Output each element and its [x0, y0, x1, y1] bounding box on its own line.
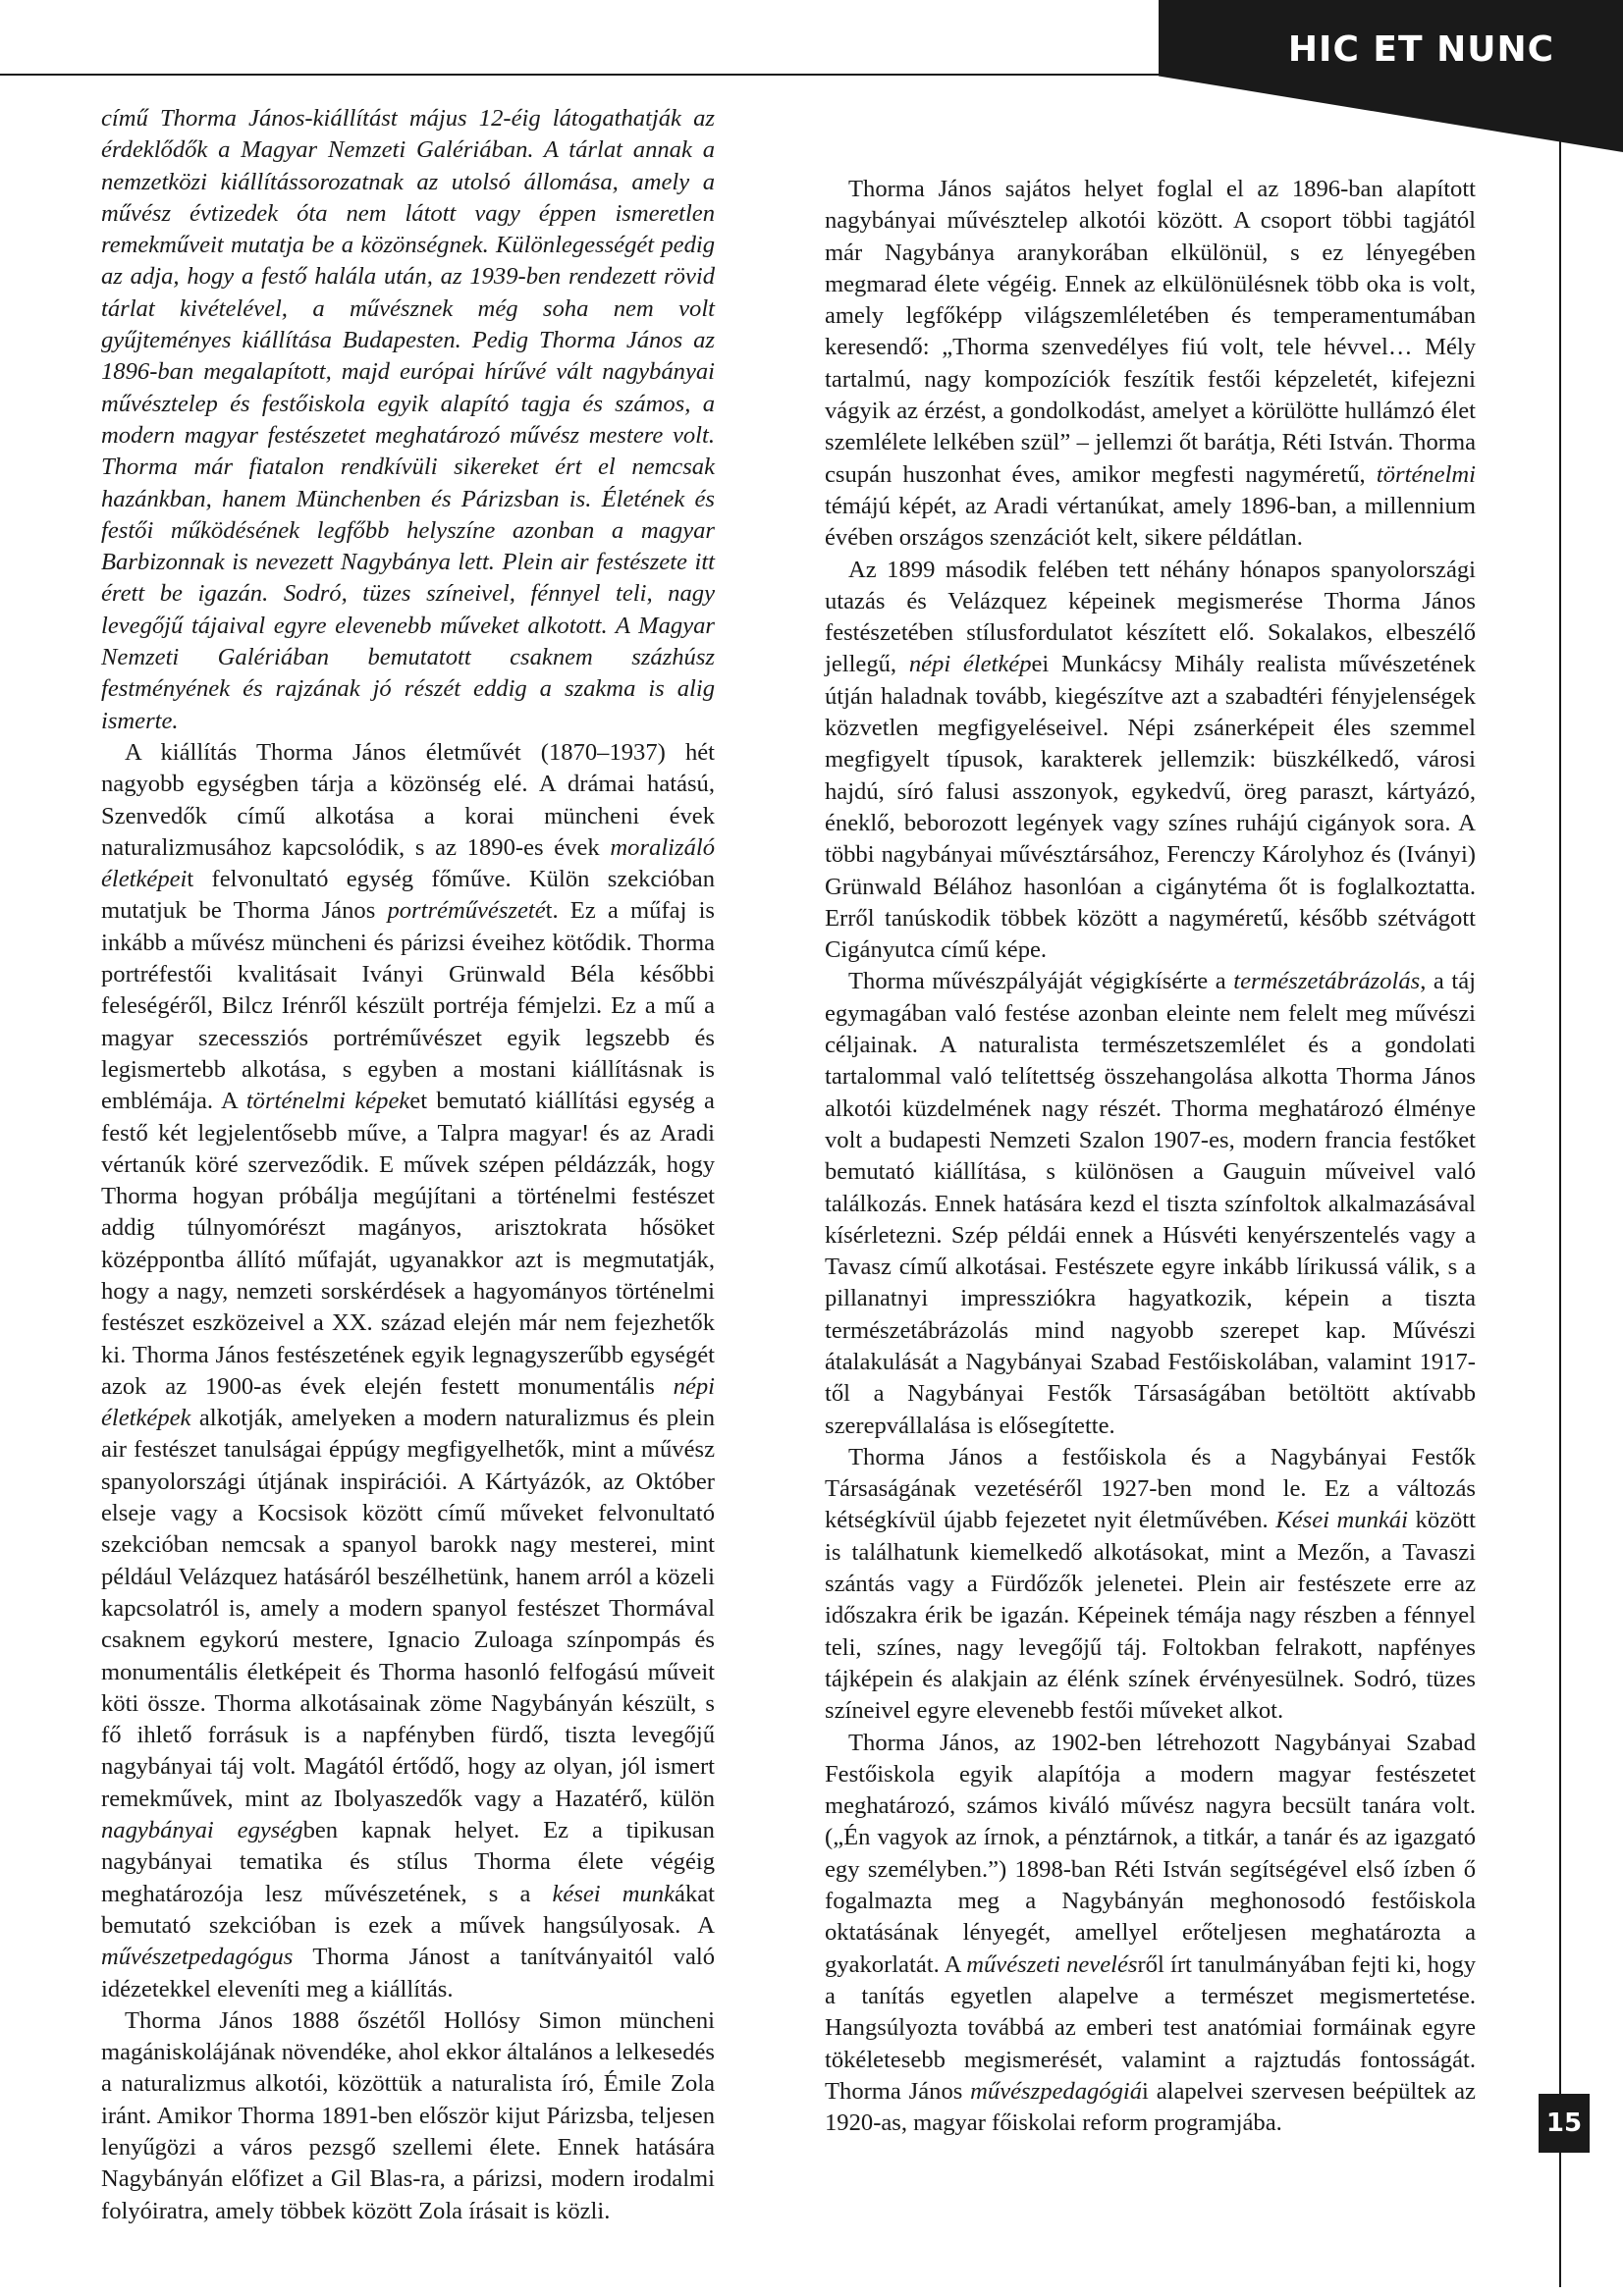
article-paragraph: Thorma művészpályáját végigkísérte a természetábrázolás, a táj egymagában való festése azonban eleinte nem felelt meg művészi céljainak. A naturalista természetszemlélet és a gondolati tartalommal való telítettség összehangolása alkotta Thorma János alkotói küzdelmének nagy részét. Thorma meghatározó élménye volt a budapesti Nemzeti Szalon 1907-es, modern francia festőket bemutató kiállítása, s különösen a Gauguin műveivel való találkozás. Ennek hatására kezd el tiszta színfoltok alkalmazásával kísérletezni. Szép példái ennek a Húsvéti kenyérszentelés vagy a Tavasz című alkotásai. Festészete egyre inkább lírikussá válik, s a pillanatnyi impressziókra hagyatkozik, képein a tiszta természetábrázolás mind nagyobb szerepet kap. Művészi átalakulását a Nagybányai Szabad Festőiskolában, valamint 1917-től a Nagybányai Festők Társaságában betöltött aktívabb szerepvállalása is elősegítette. — [825, 968, 1476, 1439]
emphasis-text: portréművészeté — [387, 897, 546, 925]
article-paragraph: Az 1899 második felében tett néhány hónapos spanyolországi utazás és Velázquez képeinek megismerése Thorma János festészetében stílusfordulatot készített elő. Sokalakos, elbeszélő jellegű, népi életképei Munkácsy Mihály realista művészetének útján haladnak tovább, kiegészítve azt a szabadtéri fényjelenségek közvetlen megfigyeléseivel. Népi zsánerképeit éles szemmel megfigyelt típusok, karakterek jellemzik: büszkélkedő, városi hajdú, síró falusi asszonyok, egykedvű, öreg paraszt, kártyázó, éneklő, beborozott legények vagy színes ruhájú cigányok sora. A többi nagybányai művésztársához, Ferenczy Károlyhoz és (Iványi) Grünwald Bélához hasonlóan a cigánytéma őt is foglalkoztatta. Erről tanúskodik többek között a nagyméretű, később szétvágott Cigányutca című képe. — [825, 556, 1476, 964]
article-column-right — [825, 174, 1476, 2139]
article-paragraph: Thorma János a festőiskola és a Nagybányai Festők Társaságának vezetéséről 1927-ben mond le. Ez a változás kétségkívül újabb fejezetet nyit életművében. Kései munkái között is találhatunk kiemelkedő alkotásokat, mint a Mezőn, a Tavaszi szántás vagy a Fürdőzők jelenetei. Plein air festészete erre az időszakra érik be igazán. Képeinek témája nagy részben a fénnyel teli, színes, nagy levegőjű táj. Foltokban felrakott, napfényes tájképein és alakjain az élénk színek érvényesülnek. Sodró, tüzes színeivel egyre elevenebb festői műveket alkot. — [825, 1443, 1476, 1725]
emphasis-text: Kései munkái — [1275, 1507, 1408, 1534]
emphasis-text: népi életképek — [101, 1372, 715, 1432]
emphasis-text: természetábrázolás — [1233, 968, 1421, 995]
emphasis-text: kései munk — [552, 1880, 676, 1907]
header-rule — [0, 74, 1178, 76]
article-paragraph: Thorma János sajátos helyet foglal el az 1896-ban alapított nagybányai művésztelep alkotói között. A csoport többi tagjától már Nagybánya aranykorában elkülönül, s ez lényegében megmarad élete végéig. Ennek az elkülönülésnek több oka is volt, amely legfőképp világszemléletében és temperamentumában keresendő: „Thorma szenvedélyes fiú volt, tele hévvel… Mély tartalmú, nagy kompozíciók feszítik festői képzeletét, kifejezni vágyik az érzést, a gondolkodást, amelyet a körülötte hullámzó élet szemlélete lelkében szül” – jellemzi őt barátja, Réti István. Thorma csupán huszonhat éves, amikor megfesti nagyméretű, történelmi témájú képét, az Aradi vértanúkat, amely 1896-ban, a millennium évében országos szenzációt kelt, sikere példátlan. — [825, 176, 1476, 552]
emphasis-text: moralizáló életképei — [101, 833, 715, 893]
emphasis-text: művészeti nevelés — [966, 1950, 1138, 1978]
section-title: HIC ET NUNC — [1287, 29, 1554, 70]
section-header-banner — [1159, 0, 1623, 152]
article-paragraph: Thorma János, az 1902-ben létrehozott Nagybányai Szabad Festőiskola egyik alapítója a modern magyar festészetet meghatározó, számos kiváló művész nagyra becsült tanára volt. („Én vagyok az írnok, a pénztárnok, a titkár, a tanár és az igazgató egy személyben.”) 1898-ban Réti István segítségével első ízben ő fogalmazta meg a Nagybányán meghonosodó festőiskola oktatásának lényegét, amellyel erőteljesen meghatározta a gyakorlatát. A művészeti nevelésről írt tanulmányában fejti ki, hogy a tanítás egyetlen alapelve a természet megismertetése. Hangsúlyozta továbbá az emberi test anatómiai formáinak egyre tökéletesebb megismerését, valamint a rajztudás fontosságát. Thorma János művészpedagógiái alapelvei szervesen beépültek az 1920-as, magyar főiskolai reform programjába. — [825, 1729, 1476, 2137]
page-edge-rule — [1559, 128, 1561, 2287]
emphasis-text: történelmi — [1376, 460, 1476, 488]
article-paragraph: A kiállítás Thorma János életművét (1870–1937) hét nagyobb egységben tárja a közönség elé. A drámai hatású, Szenvedők című alkotása a korai müncheni évek naturalizmusához kapcsolódik, s az 1890-es évek moralizáló életképeit felvonultató egység főműve. Külön szekcióban mutatjuk be Thorma János portréművészetét. Ez a műfaj is inkább a művész müncheni és párizsi éveihez kötődik. Thorma portréfestői kvalitásait Iványi Grünwald Béla későbbi feleségéről, Bilcz Irénről készült portréja fémjelzi. Ez a mű a magyar szecessziós portréművészet egyik legszebb és legismertebb alkotása, s egyben a mostani kiállításnak is emblémája. A történelmi képeket bemutató kiállítási egység a festő két legjelentősebb műve, a Talpra magyar! és az Aradi vértanúk köré szerveződik. E művek szépen példázzák, hogy Thorma hogyan próbálja megújítani a történelmi festészet addig túlnyomórészt magányos, arisztokrata hősöket középpontba állító műfaját, ugyanakkor azt is megmutatják, hogy a nagy, nemzeti sorskérdések a hagyományos történelmi festészet eszközeivel a XX. század elején már nem fejezhetők ki. Thorma János festészetének egyik legnagyszerűbb egységét azok az 1900-as évek elején festett monumentális népi életképek alkotják, amelyeken a modern naturalizmus és plein air festészet tanulságai éppúgy megfigyelhetők, mint a művész spanyolországi útjának inspirációi. A Kártyázók, az Október elseje vagy a Kocsisok között című műveket felvonultató szekcióban nemcsak a spanyol barokk nagy mesterei, mint például Velázquez hatásáról beszélhetünk, hanem arról a közeli kapcsolatról is, amely a modern spanyol festészet Thormával csaknem egykorú mestere, Ignacio Zuloaga színpompás és monumentális életképeit és Thorma hasonló felfogású műveit köti össze. Thorma alkotásainak zöme Nagybányán készült, s fő ihlető forrásuk is a napfényben fürdő, tiszta levegőjű nagybányai táj volt. Magától értődő, hogy az olyan, jól ismert remekművek, mint az Ibolyaszedők vagy a Hazatérő, külön nagybányai egységben kapnak helyet. Ez a tipikusan nagybányai tematika és stílus Thorma élete végéig meghatározója lesz művészetének, s a kései munkákat bemutató szekcióban is ezek a művek hangsúlyosak. A művészetpedagógus Thorma Jánost a tanítványaitól való idézetekkel eleveníti meg a kiállítás. — [101, 738, 715, 2002]
article-column-left — [101, 103, 715, 2227]
page-number: 15 — [1539, 2094, 1590, 2153]
emphasis-text: történelmi képek — [245, 1088, 410, 1115]
emphasis-text: népi életkép — [908, 651, 1032, 678]
emphasis-text: nagybányai egység — [101, 1817, 303, 1844]
article-paragraph: Thorma János 1888 őszétől Hollósy Simon müncheni magániskolájának növendéke, ahol ekkor általános a lelkesedés a naturalizmus alkotói, közöttük a naturalista író, Émile Zola iránt. Amikor Thorma 1891-ben először kijut Párizsba, teljesen lenyűgözi a város pezsgő szellemi élete. Ennek hatására Nagybányán előfizet a Gil Blas-ra, a párizsi, modern irodalmi folyóiratra, amely többek között Zola írásait is közli. — [101, 2006, 715, 2224]
emphasis-text: művészpedagógiá — [970, 2077, 1143, 2105]
emphasis-text: művészetpedagógus — [101, 1944, 294, 1971]
article-intro-paragraph: című Thorma János-kiállítást május 12-éig látogathatják az érdeklődők a Magyar Nemzeti Galériában. A tárlat annak a nemzetközi kiállítássorozatnak az utolsó állomása, amely a művész évtizedek óta nem látott vagy éppen ismeretlen remekműveit mutatja be a közönségnek. Különlegességét pedig az adja, hogy a festő halála után, az 1939-ben rendezett rövid tárlat kivételével, a művésznek még soha nem volt gyűjteményes kiállítása Budapesten. Pedig Thorma János az 1896-ban megalapított, majd európai hírűvé vált nagybányai művésztelep és festőiskola egyik alapító tagja és számos, a modern magyar festészetet meghatározó művész mestere volt. Thorma már fiatalon rendkívüli sikereket ért el nemcsak hazánkban, hanem Münchenben és Párizsban is. Életének és festői működésének legfőbb helyszíne azonban a magyar Barbizonnak is nevezett Nagybánya lett. Plein air festészete itt érett be igazán. Sodró, tüzes színeivel, fénnyel teli, nagy levegőjű tájaival egyre elevenebb műveket alkotott. A Magyar Nemzeti Galériában bemutatott csaknem százhúsz festményének és rajzának jó részét eddig a szakma is alig ismerte. — [101, 105, 715, 734]
